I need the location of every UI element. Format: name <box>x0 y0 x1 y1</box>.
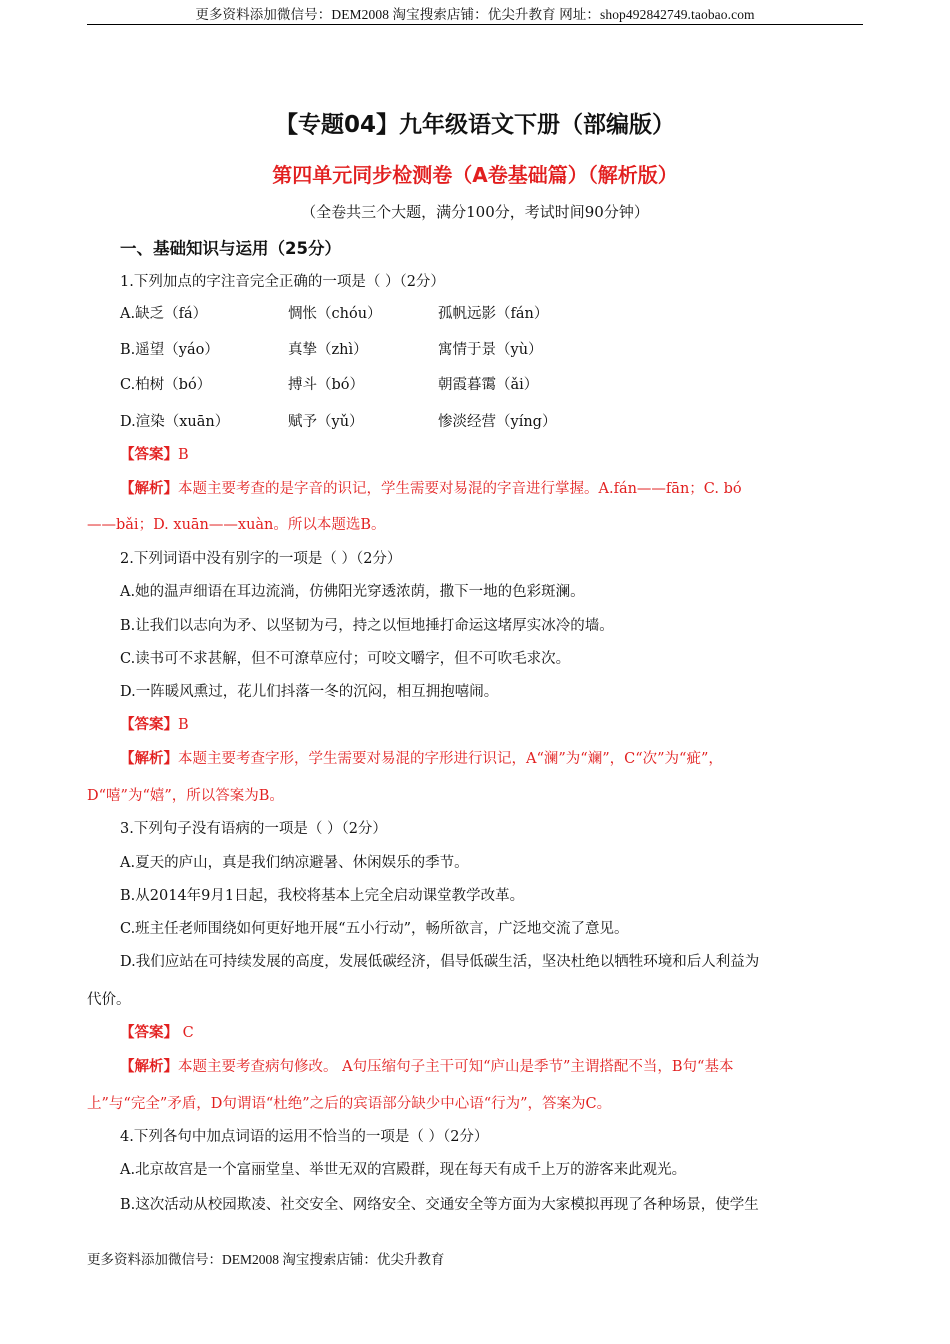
q2-answer <box>120 713 189 734</box>
q2-analysis-cont: D“嘻”为“嬉”，所以答案为B。 <box>87 788 284 804</box>
q1-answer <box>120 443 189 464</box>
q2-option-c: C.读书可不求甚解，但不可潦草应付；可咬文嚼字，但不可吹毛求次。 <box>120 651 571 667</box>
q1-option-d1: D.渲染（xuān） <box>120 414 230 430</box>
q3-analysis <box>120 1055 733 1076</box>
section-heading: 一、基础知识与运用（25分） <box>120 239 341 258</box>
q4-option-b: B.这次活动从校园欺凌、社交安全、网络安全、交通安全等方面为大家模拟再现了各种场景，使学生 <box>120 1197 759 1213</box>
document-title: 【专题04】九年级语文下册（部编版） <box>274 112 675 138</box>
answer-tag: 【答案】 <box>120 1024 178 1041</box>
answer-value: B <box>178 717 189 733</box>
q3-option-c: C.班主任老师围绕如何更好地开展“五小行动”，畅所欲言，广泛地交流了意见。 <box>120 921 629 937</box>
q3-option-a: A.夏天的庐山，真是我们纳凉避暑、休闲娱乐的季节。 <box>120 855 469 871</box>
q1-option-b2: 真挚（zhì） <box>288 342 368 358</box>
q1-analysis-cont: ——bǎi；D. xuān——xuàn。所以本题选B。 <box>87 517 386 533</box>
analysis-tag: 【解析】 <box>120 750 178 767</box>
analysis-tag: 【解析】 <box>120 1058 178 1075</box>
exam-note: （全卷共三个大题，满分100分，考试时间90分钟） <box>301 203 649 221</box>
q1-option-a2: 惆怅（chóu） <box>288 306 382 322</box>
q1-option-b1: B.遥望（yáo） <box>120 342 219 358</box>
q1-option-b3: 寓情于景（yù） <box>438 342 543 358</box>
q3-option-d-cont: 代价。 <box>87 992 131 1008</box>
q2-option-a: A.她的温声细语在耳边流淌，仿佛阳光穿透浓荫，撒下一地的色彩斑澜。 <box>120 584 585 600</box>
q3-stem: 3.下列句子没有语病的一项是（ ）（2分） <box>120 821 387 837</box>
q1-option-a3: 孤帆远影（fán） <box>438 306 549 322</box>
analysis-text: 本题主要考查病句修改。 A句压缩句子主干可知“庐山是季节”主谓搭配不当，B句“基本 <box>178 1059 734 1075</box>
page-header: 更多资料添加微信号：DEM2008 淘宝搜索店铺：优尖升教育 网址：shop492842749.taobao.com <box>195 7 755 22</box>
q2-analysis <box>120 747 723 768</box>
q2-option-d: D.一阵暖风熏过，花儿们抖落一冬的沉闷，相互拥抱嘻闹。 <box>120 684 499 700</box>
q1-option-d2: 赋予（yǔ） <box>288 414 364 430</box>
q3-option-d: D.我们应站在可持续发展的高度，发展低碳经济，倡导低碳生活，坚决杜绝以牺牲环境和后人利益为 <box>120 954 760 970</box>
q1-stem: 1.下列加点的字注音完全正确的一项是（ ）（2分） <box>120 274 445 290</box>
page-footer: 更多资料添加微信号：DEM2008 淘宝搜索店铺：优尖升教育 <box>87 1252 445 1267</box>
q4-stem: 4.下列各句中加点词语的运用不恰当的一项是（ ）（2分） <box>120 1129 489 1145</box>
analysis-text: 本题主要考查的是字音的识记，学生需要对易混的字音进行掌握。A.fán——fān；C. bó <box>178 481 742 497</box>
answer-value: C <box>178 1025 194 1041</box>
q2-stem: 2.下列词语中没有别字的一项是（ ）（2分） <box>120 551 402 567</box>
answer-tag: 【答案】 <box>120 446 178 463</box>
q1-analysis <box>120 477 742 498</box>
document-subtitle: 第四单元同步检测卷（A卷基础篇）（解析版） <box>272 163 678 187</box>
q3-analysis-cont: 上”与“完全”矛盾，D句谓语“杜绝”之后的宾语部分缺少中心语“行为”，答案为C。 <box>87 1096 612 1112</box>
q1-option-d3: 惨淡经营（yíng） <box>438 414 557 430</box>
q1-option-c3: 朝霞暮霭（ǎi） <box>438 377 539 393</box>
q3-option-b: B.从2014年9月1日起，我校将基本上完全启动课堂教学改革。 <box>120 888 525 904</box>
q3-answer <box>120 1021 194 1042</box>
q1-option-c2: 搏斗（bó） <box>288 377 365 393</box>
q1-option-c1: C.柏树（bó） <box>120 377 212 393</box>
q1-option-a1: A.缺乏（fá） <box>120 306 208 322</box>
analysis-tag: 【解析】 <box>120 480 178 497</box>
answer-value: B <box>178 447 189 463</box>
q4-option-a: A.北京故宫是一个富丽堂皇、举世无双的宫殿群，现在每天有成千上万的游客来此观光。 <box>120 1162 687 1178</box>
header-rule <box>87 24 863 25</box>
answer-tag: 【答案】 <box>120 716 178 733</box>
q2-option-b: B.让我们以志向为矛、以坚韧为弓，持之以恒地捶打命运这堵厚实冰冷的墙。 <box>120 618 614 634</box>
analysis-text: 本题主要考查字形，学生需要对易混的字形进行识记，A“澜”为“斓”，C“次”为“疵”， <box>178 751 723 767</box>
